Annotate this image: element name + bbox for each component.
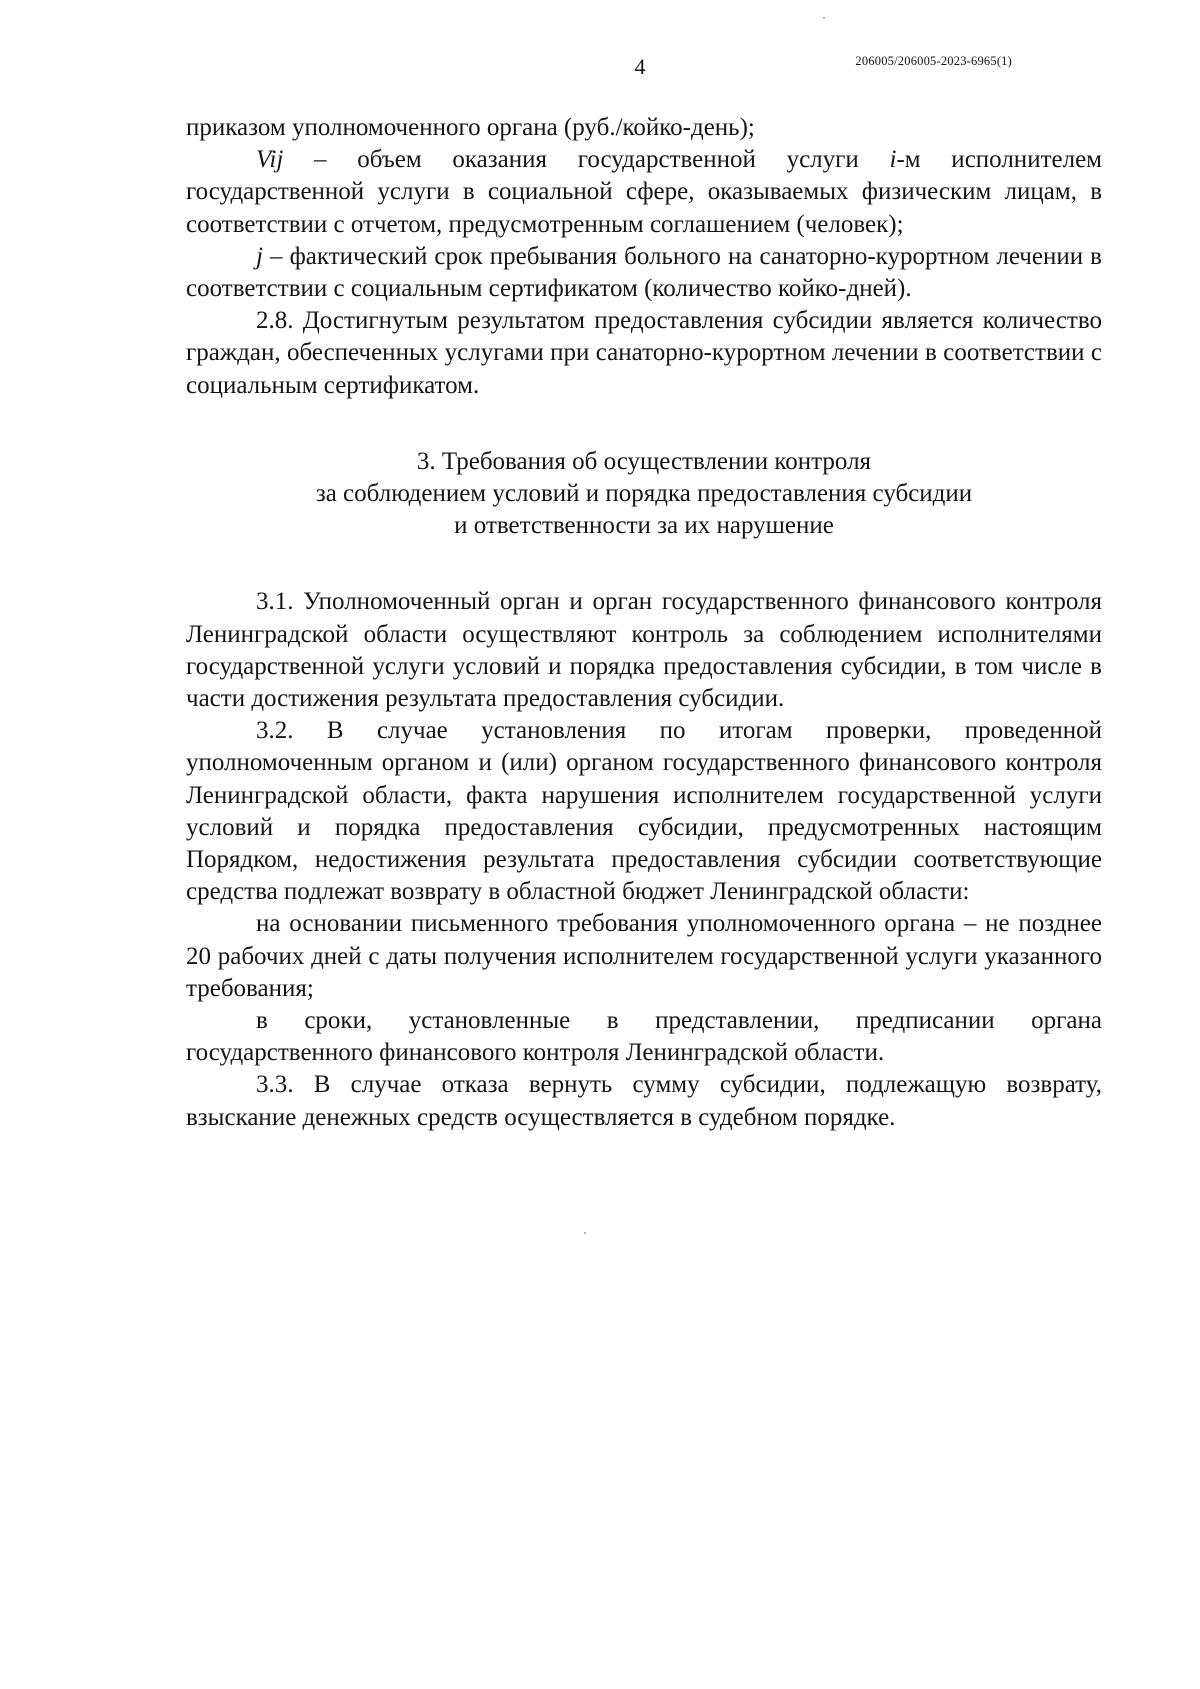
section-heading-line: и ответственности за их нарушение [454, 512, 834, 540]
paragraph-3-1: 3.1. Уполномоченный орган и орган государственного финансового контроля Ленинградской области осуществляют контроль за соблюдением исполнителями государственной услуги условий и порядка предоставления субсидии, в том числе в части достижения результата предоставления субсидии. [186, 588, 1102, 713]
variable-vij: Vij [256, 146, 284, 174]
variable-j: j [256, 242, 263, 270]
paragraph-3-3: 3.3. В случае отказа вернуть сумму субсидии, подлежащую возврату, взыскание денежных средств осуществляется в судебном порядке. [186, 1071, 1102, 1131]
page-number: 4 [634, 54, 646, 79]
paragraph-repayment-demand: на основании письменного требования уполномоченного органа – не позднее 20 рабочих дней с даты получения исполнителем государственной услуги указанного требования; [186, 910, 1102, 1002]
variable-i: i [889, 146, 897, 174]
section-heading [186, 446, 1102, 543]
paragraph-text: – объем оказания государственной услуги [283, 146, 890, 174]
paragraph-repayment-terms: в сроки, установленные в представлении, предписании органа государственного финансового контроля Ленинградской области. [186, 1007, 1102, 1067]
paragraph-2-8: 2.8. Достигнутым результатом предоставления субсидии является количество граждан, обеспеченных услугами при санаторно-курортном лечении в соответствии с социальным сертификатом. [186, 307, 1102, 399]
paragraph-text: -м исполнителем государственной услуги в социальной сфере, оказываемых физическим лицам, в соответствии с отчетом, предусмотренным соглашением (человек); [186, 146, 1102, 238]
document-id: 206005/206005-2023-6965(1) [855, 54, 1012, 68]
paragraph-continuation: приказом уполномоченного органа (руб./койко-день); [186, 114, 755, 141]
section-heading-line: 3. Требования об осуществлении контроля [416, 447, 872, 475]
scan-speck [823, 17, 825, 19]
document-body [186, 112, 1102, 1134]
paragraph-text: – фактический срок пребывания больного на санаторно-курортном лечении в соответствии с социальным сертификатом (количество койко-дней). [186, 242, 1102, 303]
paragraph-3-2: 3.2. В случае установления по итогам проверки, проведенной уполномоченным органом и (или) органом государственного финансового контроля Ленинградской области, факта нарушения исполнителем государственной услуги условий и порядка предоставления субсидии, предусмотренных настоящим Порядком, недостижения результата предоставления субсидии соответствующие средства подлежат возврату в областной бюджет Ленинградской области: [186, 717, 1102, 906]
paragraph-vij-definition [186, 144, 1102, 241]
section-heading-line: за соблюдением условий и порядка предоставления субсидии [315, 480, 973, 508]
scan-speck [584, 1232, 586, 1234]
paragraph-j-definition [186, 241, 1102, 305]
